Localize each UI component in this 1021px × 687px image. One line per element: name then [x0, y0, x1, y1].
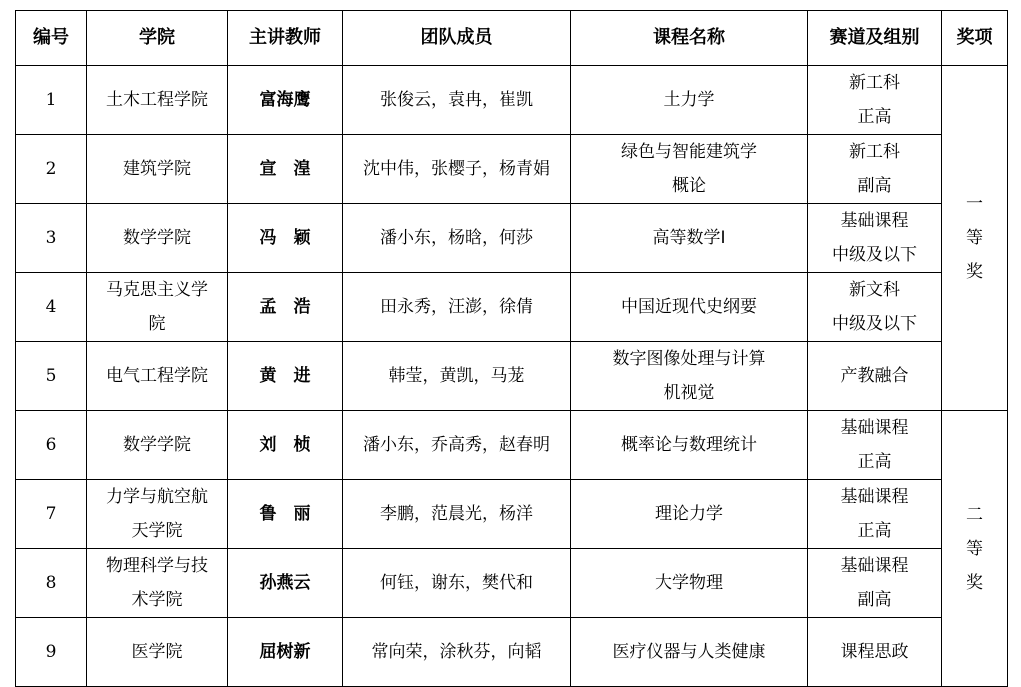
table-row [16, 66, 1008, 135]
header-college: 学院 [87, 11, 228, 66]
members-cell: 何钰，谢东，樊代和 [343, 549, 571, 618]
track-cell-line: 正高 [857, 452, 892, 472]
course-cell-line: 绿色与智能建筑学 [621, 142, 757, 162]
row-number: 6 [16, 411, 87, 480]
teacher-cell: 富海鹰 [228, 66, 343, 135]
course-cell [571, 549, 808, 618]
table-row [16, 135, 1008, 204]
track-cell-line: 新工科 [849, 73, 900, 93]
table-row [16, 411, 1008, 480]
college-cell-line: 力学与航空航 [106, 487, 208, 507]
teacher-cell: 黄 进 [228, 342, 343, 411]
members-cell: 潘小东，乔高秀，赵春明 [343, 411, 571, 480]
college-cell-line: 天学院 [131, 521, 183, 541]
college-cell [87, 342, 228, 411]
course-cell-line: 中国近现代史纲要 [621, 297, 757, 317]
course-cell-line: 高等数学I [652, 228, 726, 248]
college-cell [87, 273, 228, 342]
course-cell-line: 数字图像处理与计算 [612, 349, 766, 369]
teacher-cell: 鲁 丽 [228, 480, 343, 549]
members-cell: 田永秀，汪澎，徐倩 [343, 273, 571, 342]
track-cell [808, 549, 942, 618]
members-cell: 韩莹，黄凯，马茏 [343, 342, 571, 411]
college-cell-line: 术学院 [131, 590, 183, 610]
track-cell-line: 基础课程 [840, 487, 909, 507]
header-award: 奖项 [942, 11, 1008, 66]
college-cell-line: 医学院 [131, 642, 183, 662]
track-cell [808, 411, 942, 480]
college-cell-line: 院 [148, 314, 166, 334]
college-cell-line: 数学学院 [123, 228, 191, 248]
track-cell-line: 产教融合 [840, 366, 909, 386]
row-number: 5 [16, 342, 87, 411]
row-number: 3 [16, 204, 87, 273]
members-cell: 常向荣，涂秋芬，向韬 [343, 618, 571, 687]
header-members: 团队成员 [343, 11, 571, 66]
course-cell-line: 大学物理 [655, 573, 723, 593]
members-cell: 沈中伟，张樱子，杨青娟 [343, 135, 571, 204]
teacher-cell: 孙燕云 [228, 549, 343, 618]
track-cell-line: 副高 [857, 176, 892, 196]
course-cell [571, 411, 808, 480]
table-row [16, 342, 1008, 411]
college-cell [87, 204, 228, 273]
track-cell-line: 基础课程 [840, 211, 909, 231]
course-cell [571, 273, 808, 342]
table-body [16, 66, 1008, 687]
college-cell [87, 480, 228, 549]
course-cell [571, 204, 808, 273]
members-cell: 张俊云，袁冉，崔凯 [343, 66, 571, 135]
award-cell: 二 等 奖 [942, 411, 1008, 687]
row-number: 2 [16, 135, 87, 204]
course-cell-line: 医疗仪器与人类健康 [612, 642, 766, 662]
row-number: 4 [16, 273, 87, 342]
header-row [16, 11, 1008, 66]
cropped-footnote [160, 670, 960, 684]
track-cell-line: 正高 [857, 107, 892, 127]
college-cell [87, 66, 228, 135]
track-cell [808, 342, 942, 411]
table-row [16, 549, 1008, 618]
course-cell [571, 342, 808, 411]
track-cell-line: 中级及以下 [832, 314, 917, 334]
header-track: 赛道及组别 [808, 11, 942, 66]
college-cell-line: 数学学院 [123, 435, 191, 455]
college-cell [87, 549, 228, 618]
track-cell [808, 66, 942, 135]
course-cell-line: 土力学 [663, 90, 715, 110]
header-teacher: 主讲教师 [228, 11, 343, 66]
track-cell-line: 新文科 [849, 280, 900, 300]
row-number: 8 [16, 549, 87, 618]
teacher-cell: 冯 颖 [228, 204, 343, 273]
teacher-cell: 孟 浩 [228, 273, 343, 342]
track-cell-line: 基础课程 [840, 556, 909, 576]
award-table [15, 10, 1008, 687]
college-cell-line: 电气工程学院 [106, 366, 208, 386]
college-cell-line: 物理科学与技 [106, 556, 208, 576]
college-cell-line: 建筑学院 [123, 159, 191, 179]
teacher-cell: 刘 桢 [228, 411, 343, 480]
table-row [16, 273, 1008, 342]
course-cell-line: 概论 [672, 176, 706, 196]
track-cell-line: 课程思政 [840, 642, 909, 662]
row-number: 1 [16, 66, 87, 135]
college-cell-line: 土木工程学院 [106, 90, 208, 110]
members-cell: 潘小东，杨晗，何莎 [343, 204, 571, 273]
track-cell [808, 204, 942, 273]
track-cell [808, 135, 942, 204]
course-cell-line: 理论力学 [655, 504, 723, 524]
track-cell-line: 新工科 [849, 142, 900, 162]
track-cell-line: 正高 [857, 521, 892, 541]
college-cell [87, 135, 228, 204]
track-cell-line: 中级及以下 [832, 245, 917, 265]
header-number: 编号 [16, 11, 87, 66]
college-cell [87, 411, 228, 480]
track-cell [808, 480, 942, 549]
table-row [16, 480, 1008, 549]
track-cell-line: 基础课程 [840, 418, 909, 438]
teacher-cell: 屈树新 [228, 618, 343, 687]
track-cell-line: 副高 [857, 590, 892, 610]
teacher-cell: 宣 湟 [228, 135, 343, 204]
members-cell: 李鹏，范晨光，杨洋 [343, 480, 571, 549]
row-number: 9 [16, 618, 87, 687]
course-cell [571, 66, 808, 135]
row-number: 7 [16, 480, 87, 549]
header-course: 课程名称 [571, 11, 808, 66]
course-cell [571, 480, 808, 549]
table-row [16, 204, 1008, 273]
track-cell [808, 273, 942, 342]
course-cell [571, 135, 808, 204]
course-cell-line: 概率论与数理统计 [621, 435, 757, 455]
award-cell: 一 等 奖 [942, 66, 1008, 411]
course-cell-line: 机视觉 [663, 383, 715, 403]
college-cell-line: 马克思主义学 [106, 280, 208, 300]
